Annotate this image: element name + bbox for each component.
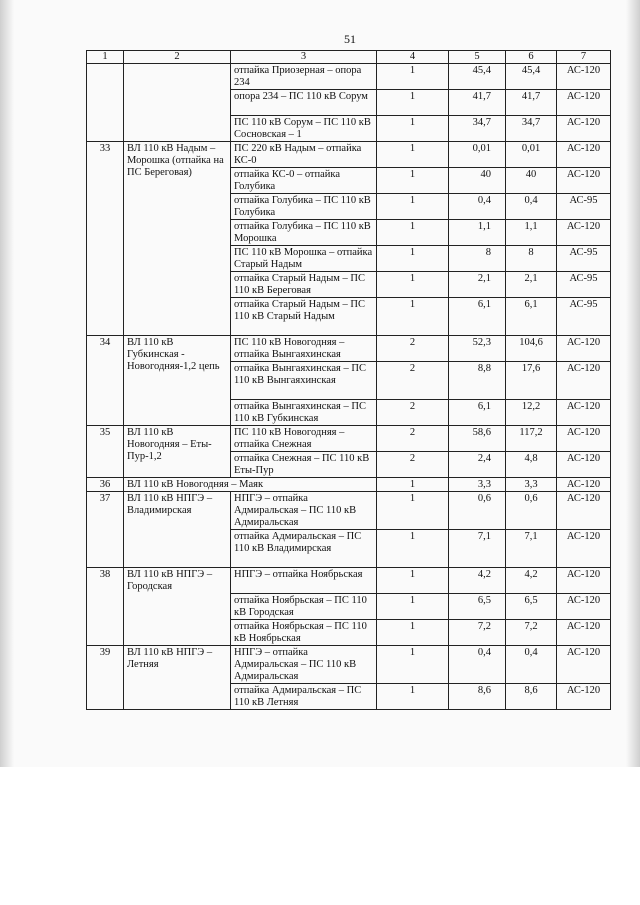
total-length-cell: 12,2 bbox=[506, 400, 557, 426]
total-length-cell: 34,7 bbox=[506, 116, 557, 142]
section-cell: ПС 110 кВ Новогодняя – отпайка Снежная bbox=[231, 426, 377, 452]
wire-type-cell: АС-120 bbox=[557, 362, 611, 400]
section-cell: отпайка Голубика – ПС 110 кВ Голубика bbox=[231, 194, 377, 220]
total-length-cell: 17,6 bbox=[506, 362, 557, 400]
wire-type-cell: АС-120 bbox=[557, 426, 611, 452]
total-length-cell: 7,2 bbox=[506, 620, 557, 646]
length-cell: 2,4 bbox=[449, 452, 506, 478]
section-cell: отпайка Голубика – ПС 110 кВ Морошка bbox=[231, 220, 377, 246]
length-cell: 52,3 bbox=[449, 336, 506, 362]
wire-type-cell: АС-120 bbox=[557, 646, 611, 684]
section-cell: отпайка КС-0 – отпайка Голубика bbox=[231, 168, 377, 194]
header-cell: 2 bbox=[124, 51, 231, 64]
section-cell: ПС 110 кВ Сорум – ПС 110 кВ Сосновская – 1 bbox=[231, 116, 377, 142]
wire-type-cell: АС-120 bbox=[557, 530, 611, 568]
total-length-cell: 0,6 bbox=[506, 492, 557, 530]
line-name-cell: ВЛ 110 кВ НПГЭ – Летняя bbox=[124, 646, 231, 710]
wire-type-cell: АС-120 bbox=[557, 452, 611, 478]
line-name-cell: ВЛ 110 кВ Надым – Морошка (отпайка на ПС Береговая) bbox=[124, 142, 231, 336]
header-cell: 3 bbox=[231, 51, 377, 64]
section-cell: отпайка Ноябрьская – ПС 110 кВ Ноябрьская bbox=[231, 620, 377, 646]
total-length-cell: 8,6 bbox=[506, 684, 557, 710]
wire-type-cell: АС-120 bbox=[557, 620, 611, 646]
total-length-cell: 40 bbox=[506, 168, 557, 194]
wire-type-cell: АС-95 bbox=[557, 298, 611, 336]
page-number: 51 bbox=[344, 32, 356, 46]
total-length-cell: 1,1 bbox=[506, 220, 557, 246]
length-cell: 2,1 bbox=[449, 272, 506, 298]
table-row bbox=[87, 336, 611, 362]
wire-type-cell: АС-120 bbox=[557, 90, 611, 116]
length-cell: 8,6 bbox=[449, 684, 506, 710]
wire-type-cell: АС-120 bbox=[557, 142, 611, 168]
length-cell: 45,4 bbox=[449, 64, 506, 90]
length-cell: 0,01 bbox=[449, 142, 506, 168]
table-row bbox=[87, 568, 611, 594]
circuits-cell: 1 bbox=[377, 116, 449, 142]
total-length-cell: 104,6 bbox=[506, 336, 557, 362]
header-cell: 5 bbox=[449, 51, 506, 64]
total-length-cell: 0,4 bbox=[506, 646, 557, 684]
total-length-cell: 8 bbox=[506, 246, 557, 272]
section-cell: отпайка Вынгаяхинская – ПС 110 кВ Вынгаяхинская bbox=[231, 362, 377, 400]
total-length-cell: 41,7 bbox=[506, 90, 557, 116]
section-cell: отпайка Адмиральская – ПС 110 кВ Летняя bbox=[231, 684, 377, 710]
total-length-cell: 6,5 bbox=[506, 594, 557, 620]
wire-type-cell: АС-120 bbox=[557, 568, 611, 594]
line-name-cell: ВЛ 110 кВ НПГЭ – Городская bbox=[124, 568, 231, 646]
total-length-cell: 0,01 bbox=[506, 142, 557, 168]
circuits-cell: 2 bbox=[377, 362, 449, 400]
total-length-cell: 45,4 bbox=[506, 64, 557, 90]
table-row bbox=[87, 492, 611, 530]
line-name-cell: ВЛ 110 кВ НПГЭ – Владимирская bbox=[124, 492, 231, 568]
wire-type-cell: АС-95 bbox=[557, 272, 611, 298]
table-row bbox=[87, 646, 611, 684]
scan-edge-right bbox=[626, 0, 640, 767]
wire-type-cell: АС-120 bbox=[557, 116, 611, 142]
line-name-cell: ВЛ 110 кВ Новогодняя – Еты-Пур-1,2 bbox=[124, 426, 231, 478]
wire-type-cell: АС-95 bbox=[557, 246, 611, 272]
circuits-cell: 1 bbox=[377, 530, 449, 568]
length-cell: 0,4 bbox=[449, 646, 506, 684]
table-row bbox=[87, 426, 611, 452]
circuits-cell: 1 bbox=[377, 246, 449, 272]
wire-type-cell: АС-120 bbox=[557, 336, 611, 362]
length-cell: 58,6 bbox=[449, 426, 506, 452]
line-name-cell bbox=[124, 64, 231, 142]
row-number-cell: 36 bbox=[87, 478, 124, 492]
section-cell: ПС 110 кВ Новогодняя – отпайка Вынгаяхинская bbox=[231, 336, 377, 362]
wire-type-cell: АС-95 bbox=[557, 194, 611, 220]
power-lines-table bbox=[86, 50, 611, 710]
section-cell: отпайка Приозерная – опора 234 bbox=[231, 64, 377, 90]
section-cell: отпайка Снежная – ПС 110 кВ Еты-Пур bbox=[231, 452, 377, 478]
row-number-cell: 33 bbox=[87, 142, 124, 336]
table-row bbox=[87, 64, 611, 90]
total-length-cell: 3,3 bbox=[506, 478, 557, 492]
header-cell: 7 bbox=[557, 51, 611, 64]
circuits-cell: 2 bbox=[377, 400, 449, 426]
row-number-cell: 34 bbox=[87, 336, 124, 426]
wire-type-cell: АС-120 bbox=[557, 168, 611, 194]
circuits-cell: 1 bbox=[377, 568, 449, 594]
circuits-cell: 1 bbox=[377, 594, 449, 620]
header-row bbox=[87, 51, 611, 64]
scan-edge-left bbox=[0, 0, 14, 767]
section-cell: НПГЭ – отпайка Ноябрьская bbox=[231, 568, 377, 594]
section-cell: ПС 110 кВ Морошка – отпайка Старый Надым bbox=[231, 246, 377, 272]
length-cell: 7,1 bbox=[449, 530, 506, 568]
total-length-cell: 117,2 bbox=[506, 426, 557, 452]
section-cell: ПС 220 кВ Надым – отпайка КС-0 bbox=[231, 142, 377, 168]
line-name-cell: ВЛ 110 кВ Губкинская - Новогодняя-1,2 цепь bbox=[124, 336, 231, 426]
wire-type-cell: АС-120 bbox=[557, 220, 611, 246]
circuits-cell: 1 bbox=[377, 492, 449, 530]
circuits-cell: 1 bbox=[377, 298, 449, 336]
section-cell: отпайка Старый Надым – ПС 110 кВ Береговая bbox=[231, 272, 377, 298]
length-cell: 3,3 bbox=[449, 478, 506, 492]
row-number-cell: 35 bbox=[87, 426, 124, 478]
table-row bbox=[87, 478, 611, 492]
length-cell: 34,7 bbox=[449, 116, 506, 142]
section-cell: НПГЭ – отпайка Адмиральская – ПС 110 кВ Адмиральская bbox=[231, 492, 377, 530]
section-cell: опора 234 – ПС 110 кВ Сорум bbox=[231, 90, 377, 116]
circuits-cell: 1 bbox=[377, 64, 449, 90]
wire-type-cell: АС-120 bbox=[557, 594, 611, 620]
length-cell: 7,2 bbox=[449, 620, 506, 646]
circuits-cell: 1 bbox=[377, 478, 449, 492]
total-length-cell: 7,1 bbox=[506, 530, 557, 568]
circuits-cell: 2 bbox=[377, 452, 449, 478]
length-cell: 6,1 bbox=[449, 298, 506, 336]
circuits-cell: 1 bbox=[377, 90, 449, 116]
circuits-cell: 1 bbox=[377, 142, 449, 168]
length-cell: 41,7 bbox=[449, 90, 506, 116]
row-number-cell: 39 bbox=[87, 646, 124, 710]
wire-type-cell: АС-120 bbox=[557, 478, 611, 492]
wire-type-cell: АС-120 bbox=[557, 400, 611, 426]
circuits-cell: 1 bbox=[377, 272, 449, 298]
length-cell: 4,2 bbox=[449, 568, 506, 594]
section-cell: отпайка Ноябрьская – ПС 110 кВ Городская bbox=[231, 594, 377, 620]
section-cell: НПГЭ – отпайка Адмиральская – ПС 110 кВ Адмиральская bbox=[231, 646, 377, 684]
circuits-cell: 1 bbox=[377, 194, 449, 220]
length-cell: 8 bbox=[449, 246, 506, 272]
header-cell: 1 bbox=[87, 51, 124, 64]
length-cell: 6,5 bbox=[449, 594, 506, 620]
row-number-cell bbox=[87, 64, 124, 142]
length-cell: 1,1 bbox=[449, 220, 506, 246]
circuits-cell: 1 bbox=[377, 620, 449, 646]
header-cell: 6 bbox=[506, 51, 557, 64]
table-row bbox=[87, 142, 611, 168]
section-cell: отпайка Адмиральская – ПС 110 кВ Владимирская bbox=[231, 530, 377, 568]
row-number-cell: 38 bbox=[87, 568, 124, 646]
circuits-cell: 1 bbox=[377, 168, 449, 194]
total-length-cell: 0,4 bbox=[506, 194, 557, 220]
total-length-cell: 4,2 bbox=[506, 568, 557, 594]
circuits-cell: 2 bbox=[377, 426, 449, 452]
circuits-cell: 2 bbox=[377, 336, 449, 362]
wire-type-cell: АС-120 bbox=[557, 684, 611, 710]
length-cell: 40 bbox=[449, 168, 506, 194]
circuits-cell: 1 bbox=[377, 684, 449, 710]
length-cell: 8,8 bbox=[449, 362, 506, 400]
circuits-cell: 1 bbox=[377, 646, 449, 684]
section-cell: отпайка Вынгаяхинская – ПС 110 кВ Губкинская bbox=[231, 400, 377, 426]
header-cell: 4 bbox=[377, 51, 449, 64]
wire-type-cell: АС-120 bbox=[557, 64, 611, 90]
total-length-cell: 6,1 bbox=[506, 298, 557, 336]
length-cell: 6,1 bbox=[449, 400, 506, 426]
length-cell: 0,6 bbox=[449, 492, 506, 530]
total-length-cell: 4,8 bbox=[506, 452, 557, 478]
circuits-cell: 1 bbox=[377, 220, 449, 246]
total-length-cell: 2,1 bbox=[506, 272, 557, 298]
wire-type-cell: АС-120 bbox=[557, 492, 611, 530]
length-cell: 0,4 bbox=[449, 194, 506, 220]
row-number-cell: 37 bbox=[87, 492, 124, 568]
line-name-cell: ВЛ 110 кВ Новогодняя – Маяк bbox=[124, 478, 377, 492]
blank-area bbox=[0, 767, 640, 905]
section-cell: отпайка Старый Надым – ПС 110 кВ Старый Надым bbox=[231, 298, 377, 336]
